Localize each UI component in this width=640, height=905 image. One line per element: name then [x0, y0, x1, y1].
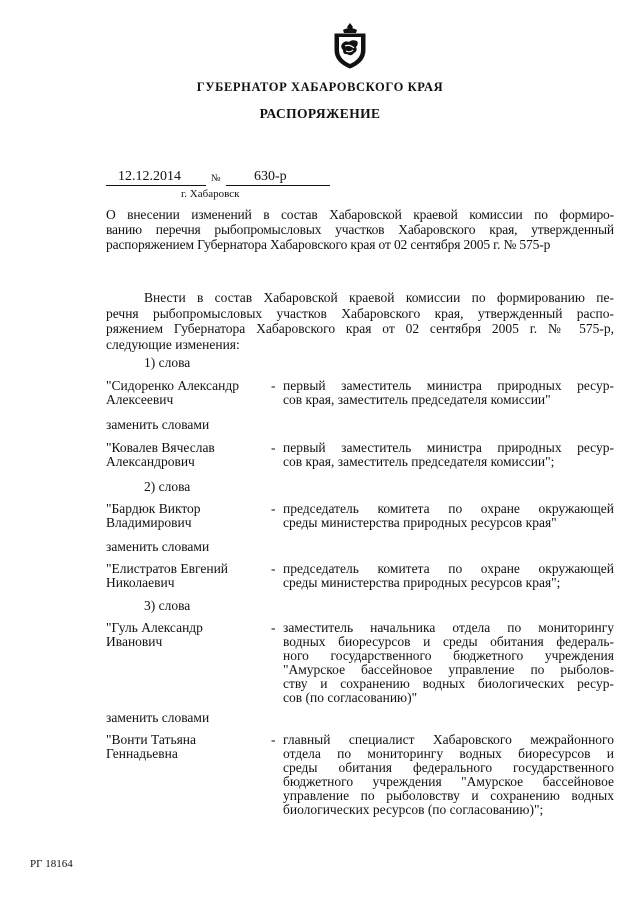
name-line: "Ковалев Вячеслав [106, 440, 215, 455]
name-line: Алексеевич [106, 392, 174, 407]
name-line: "Гуль Александр [106, 620, 203, 635]
document-date: 12.12.2014 [118, 169, 181, 184]
position-description [283, 502, 614, 530]
registration-code: РГ 18164 [30, 858, 73, 870]
desc-line: главный специалист Хабаровского межрайонного [283, 732, 614, 747]
person-name [106, 441, 266, 469]
subject-line: О внесении изменений в состав Хабаровской краевой комиссии по формиро- [106, 207, 614, 222]
desc-line: управление по рыболовству и сохранению водных [283, 788, 614, 803]
intro-line: ряжением Губернатора Хабаровского края от 02 сентября 2005 г. № 575-р, [106, 321, 614, 336]
desc-line: председатель комитета по охране окружающей [283, 561, 614, 576]
replace-phrase: заменить словами [106, 417, 210, 432]
item-label: 3) слова [144, 598, 191, 613]
replace-phrase: заменить словами [106, 710, 210, 725]
desc-line: сов края, заместитель председателя комиссии"; [283, 454, 555, 469]
old-entry [106, 379, 614, 409]
new-entry [106, 441, 614, 471]
desc-line: председатель комитета по охране окружающей [283, 501, 614, 516]
desc-line: среды министерства природных ресурсов края" [283, 515, 557, 530]
desc-line: сов (по согласованию)" [283, 690, 418, 705]
name-line: Николаевич [106, 575, 175, 590]
item-label: 1) слова [144, 355, 191, 370]
name-line: Александрович [106, 454, 195, 469]
dash: - [271, 732, 276, 747]
subject-line: распоряжением Губернатора Хабаровского края от 02 сентября 2005 г. № 575-р [106, 237, 551, 252]
position-description [283, 621, 614, 705]
person-name [106, 733, 266, 761]
dash: - [271, 501, 276, 516]
intro-line: речня рыбопромысловых участков Хабаровского края, утвержденный распо- [106, 305, 614, 321]
desc-line: "Амурское бассейновое управление по рыболов- [283, 662, 614, 677]
replace-phrase: заменить словами [106, 539, 210, 554]
new-entry [106, 562, 614, 592]
desc-line: бюджетного учреждения "Амурское бассейновое [283, 774, 614, 789]
document-type: РАСПОРЯЖЕНИЕ [259, 106, 381, 121]
old-entry [106, 502, 614, 532]
number-sign: № [211, 173, 221, 184]
document-number: 630-р [254, 169, 287, 184]
intro-line: следующие изменения: [106, 336, 240, 352]
person-name [106, 621, 266, 649]
dash: - [271, 620, 276, 635]
desc-line: среды министерства природных ресурсов края"; [283, 575, 561, 590]
intro-paragraph [106, 290, 614, 352]
name-line: "Елистратов Евгений [106, 561, 229, 576]
desc-line: первый заместитель министра природных ресур- [283, 378, 614, 393]
desc-line: водных биоресурсов и среды обитания федераль- [283, 634, 614, 649]
new-entry [106, 733, 614, 819]
desc-line: биологических ресурсов (по согласованию)"; [283, 802, 544, 817]
dash: - [271, 561, 276, 576]
name-line: Геннадьевна [106, 746, 178, 761]
desc-line: отдела по мониторингу водных биоресурсов и [283, 746, 614, 761]
position-description [283, 441, 614, 469]
dash: - [271, 440, 276, 455]
position-description [283, 733, 614, 817]
coat-of-arms-icon [330, 22, 370, 70]
person-name [106, 562, 266, 590]
desc-line: ного государственного бюджетного учреждения [283, 648, 614, 663]
subject-line: ванию перечня рыбопромысловых участков Хабаровского края, утвержденный [106, 222, 614, 237]
date-underline [106, 185, 206, 186]
document-subject [106, 207, 614, 252]
position-description [283, 379, 614, 407]
old-entry [106, 621, 614, 707]
position-description [283, 562, 614, 590]
item-label: 2) слова [144, 479, 191, 494]
person-name [106, 502, 266, 530]
desc-line: первый заместитель министра природных ресур- [283, 440, 614, 455]
desc-line: заместитель начальника отдела по мониторингу [283, 620, 614, 635]
name-line: "Бардюк Виктор [106, 501, 201, 516]
desc-line: ству и сохранению водных биологических ресур- [283, 676, 614, 691]
city: г. Хабаровск [181, 188, 240, 200]
desc-line: среды обитания федерального государственного [283, 760, 614, 775]
name-line: Иванович [106, 634, 163, 649]
dash: - [271, 378, 276, 393]
number-underline [226, 185, 330, 186]
name-line: Владимирович [106, 515, 192, 530]
intro-line: Внести в состав Хабаровской краевой комиссии по формированию пе- [144, 290, 614, 305]
name-line: "Вонти Татьяна [106, 732, 197, 747]
name-line: "Сидоренко Александр [106, 378, 240, 393]
desc-line: сов края, заместитель председателя комиссии" [283, 392, 551, 407]
person-name [106, 379, 266, 407]
issuer-title: ГУБЕРНАТОР ХАБАРОВСКОГО КРАЯ [196, 80, 444, 94]
